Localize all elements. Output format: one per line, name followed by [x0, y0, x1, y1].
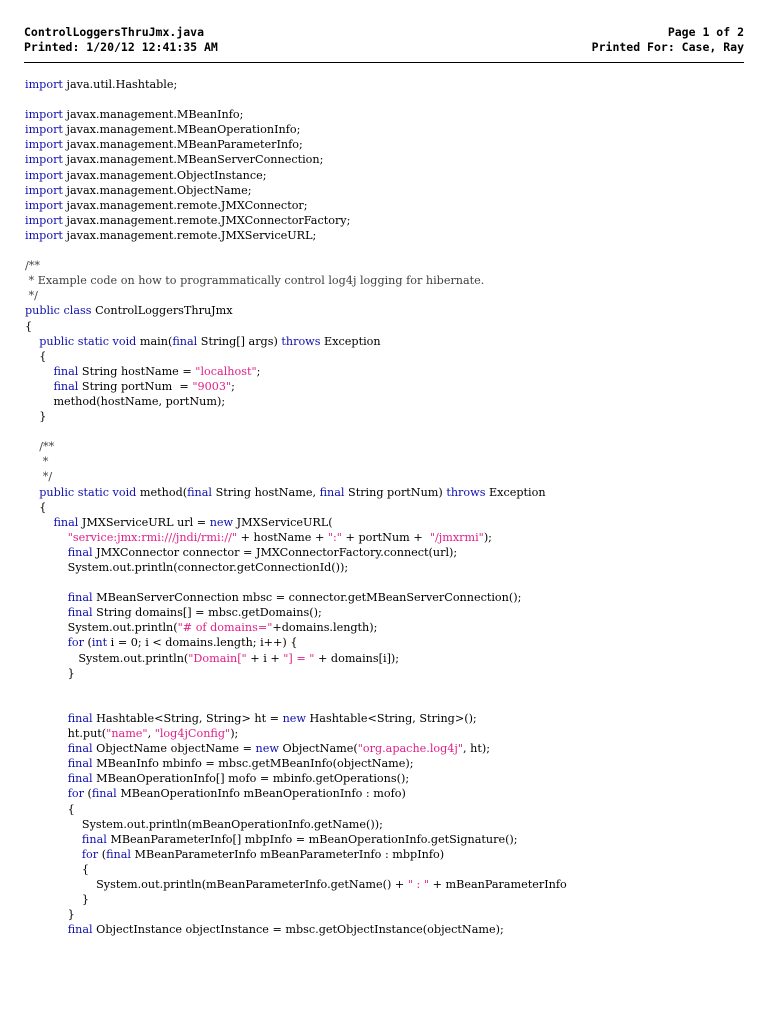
code-keyword: import [25, 168, 63, 182]
code-text: String hostName, [212, 485, 320, 499]
code-text: Hashtable<String, String>(); [305, 711, 477, 725]
code-line [25, 605, 747, 620]
code-text: MBeanServerConnection mbsc = connector.getMBeanServerConnection(); [92, 591, 522, 605]
code-text: ObjectName objectName = [92, 742, 256, 756]
code-keyword: final [67, 591, 93, 605]
code-line [25, 303, 747, 318]
code-keyword: final [91, 787, 117, 801]
code-keyword: import [25, 123, 63, 137]
code-keyword: public static void [39, 334, 137, 348]
code-string: "service:jmx:rmi:///jndi/rmi://" [67, 530, 238, 544]
code-keyword: for [67, 787, 84, 801]
code-line [25, 741, 747, 756]
code-text: ObjectInstance objectInstance = mbsc.getObjectInstance(objectName); [92, 923, 504, 937]
code-text: } [25, 666, 75, 680]
code-keyword: final [53, 515, 79, 529]
code-text: System.out.println( [25, 621, 178, 635]
code-keyword: public class [25, 304, 92, 318]
code-line [25, 530, 747, 545]
code-comment: /** [39, 440, 55, 454]
code-string: "log4jConfig" [154, 727, 231, 741]
printed-for: Printed For: Case, Ray [591, 40, 744, 54]
code-text: + domains[i]); [314, 651, 400, 665]
code-line [25, 620, 747, 635]
code-line [25, 817, 747, 832]
code-line [25, 771, 747, 786]
code-line [25, 756, 747, 771]
code-line [25, 802, 747, 817]
code-keyword: final [67, 742, 93, 756]
code-line [25, 394, 747, 409]
code-line [25, 364, 747, 379]
code-string: "name" [106, 727, 148, 741]
code-text [25, 757, 68, 770]
code-string: "/jmxrmi" [429, 530, 484, 544]
code-text: ); [230, 727, 239, 741]
code-line [25, 319, 747, 334]
code-text: MBeanOperationInfo mBeanOperationInfo : mofo) [116, 787, 406, 801]
code-text: javax.management.ObjectInstance; [62, 168, 267, 182]
code-line [25, 152, 747, 167]
code-text: } [25, 893, 90, 907]
code-text [25, 606, 68, 619]
code-line [25, 500, 747, 515]
code-text: + mBeanParameterInfo [429, 877, 567, 891]
code-text [25, 440, 39, 453]
code-line [25, 107, 747, 122]
code-text: +domains.length); [272, 621, 378, 635]
code-text: MBeanParameterInfo mBeanParameterInfo : mbpInfo) [130, 847, 445, 861]
code-line [25, 228, 747, 243]
code-text: System.out.println(connector.getConnectionId()); [25, 561, 349, 574]
code-keyword: final [67, 606, 93, 620]
code-line [25, 515, 747, 530]
code-line [25, 122, 747, 137]
code-text: ObjectName( [278, 742, 358, 756]
code-text: javax.management.MBeanInfo; [62, 108, 244, 122]
code-keyword: final [53, 379, 79, 393]
code-line [25, 711, 747, 726]
code-text: Exception [320, 334, 381, 348]
code-text: ( [98, 847, 107, 861]
code-text [25, 712, 68, 725]
code-line [25, 454, 747, 469]
code-keyword: throws [281, 334, 321, 348]
file-name: ControlLoggersThruJmx.java [24, 25, 205, 39]
code-keyword: import [25, 138, 63, 152]
code-keyword: final [67, 711, 93, 725]
code-text: ht.put( [25, 727, 107, 741]
code-comment: */ [25, 289, 38, 303]
code-keyword: import [25, 78, 63, 91]
header-divider [24, 62, 744, 63]
code-text: } [25, 410, 47, 424]
code-line [25, 575, 747, 590]
code-string: ":" [327, 530, 342, 544]
code-keyword: new [255, 742, 279, 756]
code-text: java.util.Hashtable; [62, 78, 178, 91]
code-line [25, 651, 747, 666]
code-line [25, 847, 747, 862]
code-text [25, 455, 39, 468]
code-comment: * [39, 455, 49, 469]
code-keyword: final [53, 364, 79, 378]
code-text [25, 516, 53, 529]
code-line [25, 198, 747, 213]
code-line [25, 379, 747, 394]
code-keyword: throws [446, 485, 486, 499]
code-keyword: final [319, 485, 345, 499]
code-text [25, 470, 39, 483]
code-text: String domains[] = mbsc.getDomains(); [92, 606, 322, 620]
code-keyword: final [81, 832, 107, 846]
code-text: JMXConnector connector = JMXConnectorFactory.connect(url); [92, 545, 458, 559]
code-text: ); [483, 530, 492, 544]
code-text: Exception [485, 485, 546, 499]
code-text [25, 546, 68, 559]
code-line [25, 92, 747, 107]
code-text [25, 848, 82, 861]
code-text: , ht); [463, 742, 490, 756]
code-comment: * Example code on how to programmatically control log4j logging for hibernate. [25, 274, 485, 288]
code-text [25, 335, 39, 348]
code-text: method( [136, 485, 188, 499]
code-text [25, 923, 68, 936]
code-line [25, 635, 747, 650]
code-text: MBeanParameterInfo[] mbpInfo = mBeanOperationInfo.getSignature(); [106, 832, 518, 846]
code-keyword: final [187, 485, 213, 499]
code-line [25, 786, 747, 801]
code-text: + hostName + [237, 530, 328, 544]
code-line [25, 666, 747, 681]
code-text: { [25, 319, 33, 333]
code-text: String portNum) [344, 485, 447, 499]
code-line [25, 137, 747, 152]
code-keyword: final [67, 772, 93, 786]
code-keyword: final [106, 847, 131, 861]
code-line [25, 681, 747, 696]
code-text: i = 0; i < domains.length; i++) { [107, 636, 298, 650]
code-keyword: new [282, 711, 306, 725]
code-keyword: new [209, 515, 234, 529]
code-text: System.out.println(mBeanOperationInfo.getName()); [25, 817, 383, 831]
code-keyword: final [67, 923, 93, 937]
code-text: javax.management.ObjectName; [62, 183, 252, 197]
code-text [25, 591, 68, 604]
code-text: ( [83, 636, 92, 650]
code-text: ControlLoggersThruJmx [91, 304, 233, 318]
code-line [25, 243, 747, 258]
code-keyword: final [67, 545, 93, 559]
code-text: ; [231, 379, 235, 393]
code-keyword: import [25, 183, 63, 197]
code-string: " : " [407, 877, 430, 891]
code-string: "localhost" [195, 364, 257, 378]
code-keyword: import [25, 108, 63, 122]
code-text: + portNum + [341, 530, 430, 544]
code-text: javax.management.remote.JMXConnectorFactory; [62, 213, 351, 227]
code-text: System.out.println( [25, 651, 189, 665]
code-keyword: int [91, 636, 108, 650]
code-text: { [25, 802, 75, 816]
code-text [25, 531, 68, 544]
code-line [25, 469, 747, 484]
code-string: "# of domains=" [177, 621, 273, 635]
code-text: MBeanOperationInfo[] mofo = mbinfo.getOperations(); [92, 772, 410, 786]
code-text [25, 772, 68, 785]
code-line [25, 862, 747, 877]
code-keyword: import [25, 213, 63, 227]
code-keyword: import [25, 153, 63, 167]
code-keyword: final [172, 334, 198, 348]
code-line [25, 726, 747, 741]
code-line [25, 696, 747, 711]
code-text [25, 833, 82, 846]
code-text [25, 787, 68, 800]
code-text: javax.management.remote.JMXConnector; [62, 198, 308, 212]
code-text: ; [256, 364, 261, 378]
code-line [25, 424, 747, 439]
code-text: JMXServiceURL( [233, 515, 333, 529]
page-number: Page 1 of 2 [667, 25, 744, 39]
code-string: "org.apache.log4j" [357, 742, 464, 756]
code-string: "Domain[" [188, 651, 247, 665]
code-text: { [25, 862, 90, 876]
code-text: String portNum = [78, 379, 193, 393]
code-text: { [25, 349, 47, 363]
code-line [25, 168, 747, 183]
code-text [25, 636, 68, 649]
code-text: String[] args) [197, 334, 282, 348]
code-text: String hostName = [78, 364, 196, 378]
code-line [25, 545, 747, 560]
code-text: { [25, 500, 47, 514]
code-text [25, 380, 53, 393]
code-text: , [147, 727, 155, 741]
code-line [25, 439, 747, 454]
code-line [25, 560, 747, 575]
code-text [25, 742, 68, 755]
code-line [25, 77, 747, 92]
code-keyword: import [25, 228, 63, 242]
code-keyword: public static void [39, 485, 137, 499]
code-keyword: final [67, 757, 93, 771]
code-text: method(hostName, portNum); [25, 394, 226, 408]
code-keyword: for [67, 636, 84, 650]
code-keyword: import [25, 198, 63, 212]
code-text: System.out.println(mBeanParameterInfo.getName() + [25, 877, 408, 891]
code-line [25, 258, 747, 273]
code-line [25, 273, 747, 288]
code-text: + i + [246, 651, 284, 665]
code-keyword: for [81, 847, 99, 861]
code-line [25, 892, 747, 907]
code-text: MBeanInfo mbinfo = mbsc.getMBeanInfo(objectName); [92, 757, 414, 771]
printed-timestamp: Printed: 1/20/12 12:41:35 AM [24, 40, 218, 54]
code-text: Hashtable<String, String> ht = [92, 711, 283, 725]
code-comment: /** [25, 259, 40, 273]
code-string: "] = " [283, 651, 315, 665]
code-line [25, 485, 747, 500]
code-string: "9003" [192, 379, 232, 393]
code-line [25, 877, 747, 892]
code-text: JMXServiceURL url = [78, 515, 210, 529]
code-text: javax.management.MBeanParameterInfo; [62, 138, 303, 152]
code-line [25, 590, 747, 605]
code-line [25, 334, 747, 349]
code-text: } [25, 908, 75, 922]
code-text [25, 365, 53, 378]
code-text: javax.management.MBeanServerConnection; [62, 153, 324, 167]
code-line [25, 183, 747, 198]
code-line [25, 922, 747, 937]
code-line [25, 288, 747, 303]
code-line [25, 213, 747, 228]
header-right [592, 25, 744, 55]
code-text: javax.management.remote.JMXServiceURL; [62, 228, 317, 242]
code-text: main( [136, 334, 173, 348]
code-line [25, 832, 747, 847]
code-comment: */ [39, 470, 53, 484]
code-line [25, 349, 747, 364]
code-text: ( [83, 787, 92, 801]
code-text: javax.management.MBeanOperationInfo; [62, 123, 301, 137]
page-header [24, 25, 744, 57]
code-line [25, 409, 747, 424]
code-listing [25, 77, 747, 937]
code-text [25, 486, 39, 499]
header-left [24, 25, 218, 55]
code-line [25, 907, 747, 922]
